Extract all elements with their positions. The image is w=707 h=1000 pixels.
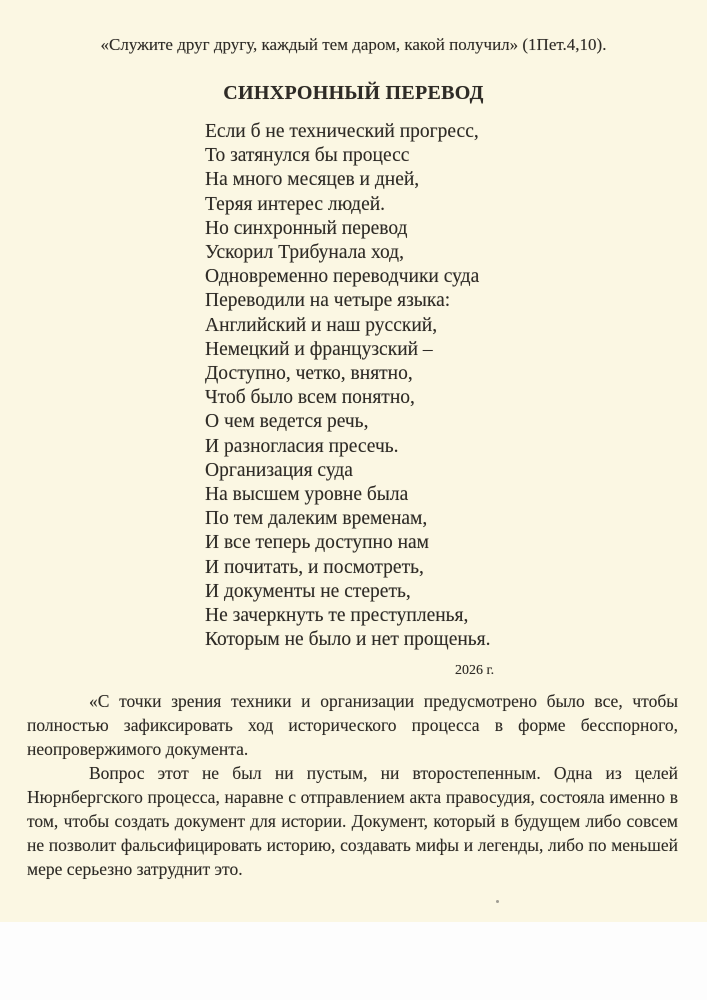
poem-line: Английский и наш русский, [205,314,438,336]
prose-section [0,689,707,881]
poem-line: На высшем уровне была [205,484,409,506]
poem-line: И почитать, и посмотреть, [205,556,424,578]
poem [205,120,707,652]
scan-background [0,922,707,1000]
poem-line: И документы не стереть, [205,580,411,602]
poem-line: То затянулся бы процесс [205,145,410,167]
poem-line: И все теперь доступно нам [205,532,430,554]
poem-line: И разногласия пресечь. [205,435,399,457]
poem-line: Организация суда [205,459,353,481]
year-caption: 2026 г. [455,663,495,679]
poem-line: Немецкий и французский – [205,338,433,360]
poem-line: На много месяцев и дней, [205,169,420,191]
poem-line: Доступно, четко, внятно, [205,363,413,385]
poem-line: Одновременно переводчики суда [205,266,480,288]
poem-line: По тем далеким временам, [205,508,428,530]
poem-line: Не зачеркнуть те преступленья, [205,605,469,627]
poem-title: СИНХРОННЫЙ ПЕРЕВОД [223,82,484,104]
poem-line: Чтоб было всем понятно, [205,387,415,409]
scan-speck [496,900,499,903]
poem-line: Которым не было и нет прощенья. [205,629,491,651]
poem-line: Ускорил Трибунала ход, [205,242,404,264]
poem-line: О чем ведется речь, [205,411,369,433]
poem-line: Если б не технический прогресс, [205,121,479,142]
poem-line: Переводили на четыре языка: [205,290,451,312]
epigraph: «Служите друг другу, каждый тем даром, какой получил» (1Пет.4,10). [100,35,607,54]
prose-paragraph: «С точки зрения техники и организации предусмотрено было все, чтобы полностью зафиксировать ход исторического процесса в форме бесспорного, неопровержимого документа. [27,691,678,760]
poem-line: Но синхронный перевод [205,217,408,239]
poem-line: Теряя интерес людей. [205,193,386,215]
prose-paragraph: Вопрос этот не был ни пустым, ни второстепенным. Одна из целей Нюрнбергского процесса, наравне с отправлением акта правосудия, состояла именно в том, чтобы создать документ для истории. Документ, который в будущем либо совсем не позволит фальсифицировать историю, создавать мифы и легенды, либо по меньшей мере серьезно затруднит это. [27,763,678,880]
